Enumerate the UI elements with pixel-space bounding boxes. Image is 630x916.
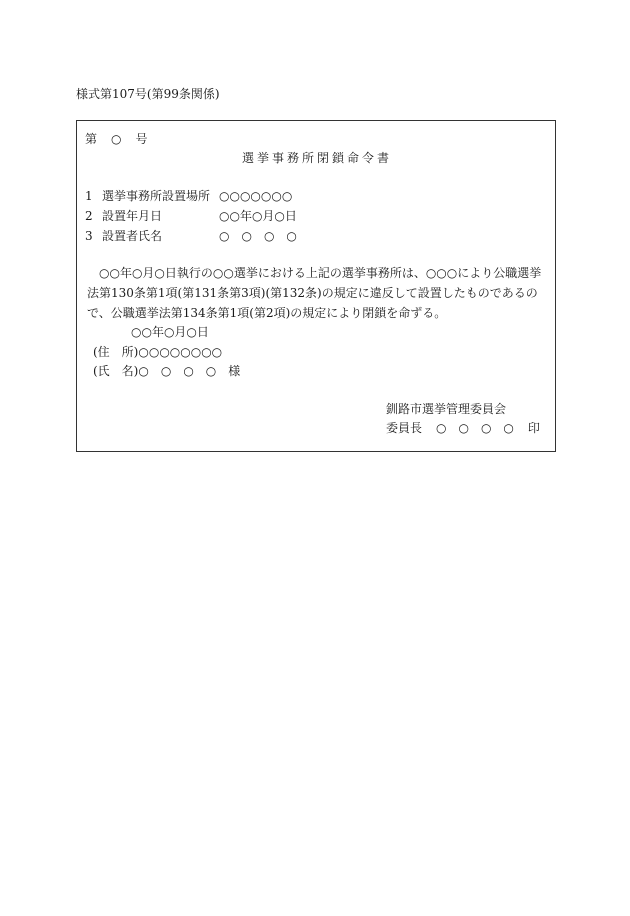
item-1-num: 1 [85, 189, 93, 203]
number-prefix: 第 [85, 132, 98, 146]
number-suffix: 号 [135, 132, 148, 146]
address-line [93, 344, 222, 360]
form-number: 様式第107号(第99条関係) [76, 87, 220, 101]
order-body-text: ○○年○月○日執行の○○選挙における上記の選挙事務所は、○○○により公職選挙法第130条第1項(第131条第3項)(第132条)の規定に違反して設置したものであるので、公職選挙法第134条第1項(第2項)の規定により閉鎖を命ずる。 [87, 266, 542, 320]
item-2-value: ○○年○月○日 [219, 209, 297, 223]
item-3-value: ○ ○ ○ ○ [219, 229, 297, 243]
seal-mark: 印 [527, 421, 540, 435]
signatory-title: 委員長 [386, 421, 423, 435]
item-3-num: 3 [85, 229, 93, 243]
number-placeholder: ○ [111, 132, 122, 146]
item-1-value: ○○○○○○○ [219, 189, 293, 203]
signature-line [386, 420, 540, 436]
item-1-label: 選挙事務所設置場所 [102, 189, 211, 203]
signatory-name: ○ ○ ○ ○ [436, 421, 514, 435]
name-value: ○ ○ ○ ○ 様 [138, 364, 241, 378]
name-line [93, 363, 240, 379]
item-2-num: 2 [85, 209, 93, 223]
document-title: 選挙事務所閉鎖命令書 [242, 151, 393, 165]
issue-date: ○○年○月○日 [131, 325, 209, 339]
item-2-label: 設置年月日 [102, 209, 163, 223]
issuer: 釧路市選挙管理委員会 [386, 402, 507, 416]
name-label: (氏 名) [93, 364, 139, 378]
address-value: ○○○○○○○○ [138, 345, 223, 359]
item-3-label: 設置者氏名 [102, 229, 163, 243]
document-frame [76, 120, 556, 452]
number-line [85, 131, 148, 147]
address-label: (住 所) [93, 345, 139, 359]
